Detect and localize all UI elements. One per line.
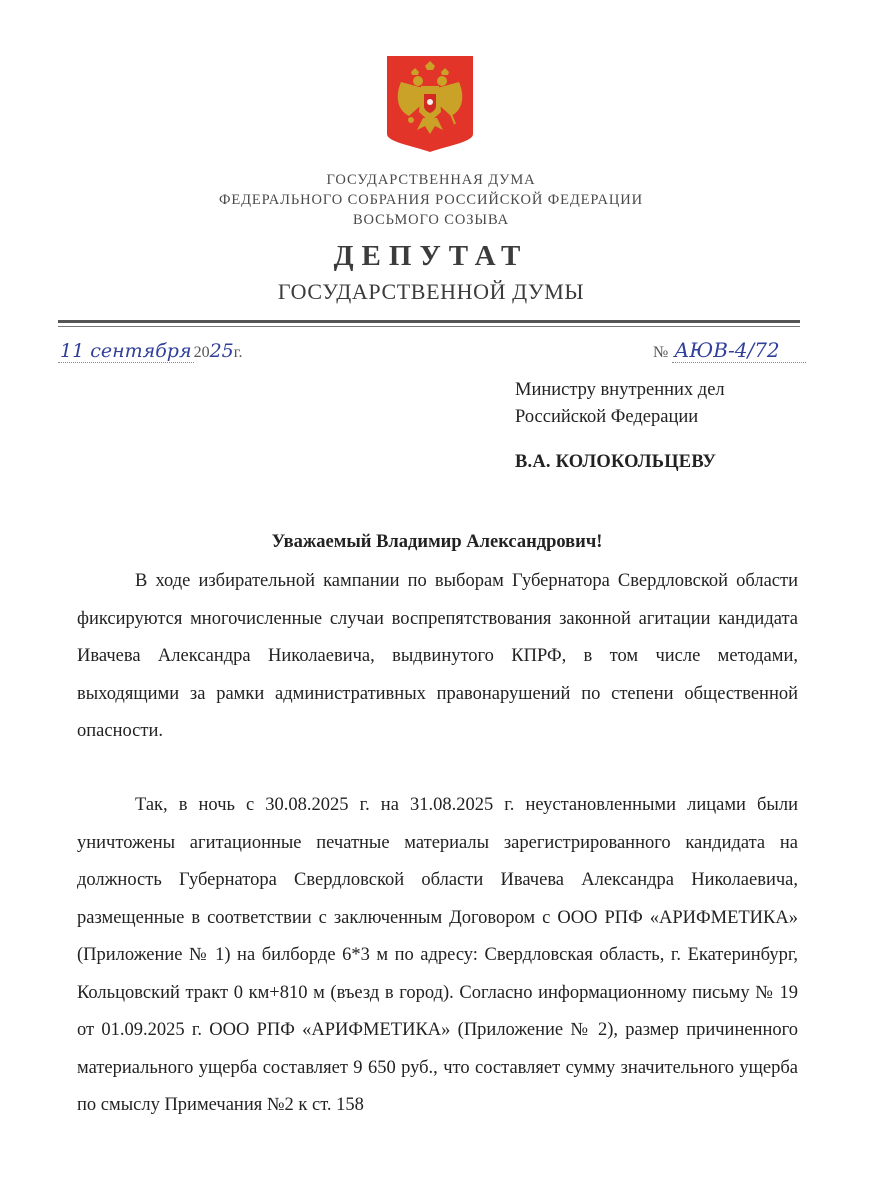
handwritten-year: 25 xyxy=(209,340,234,362)
handwritten-number: АЮВ-4/72 xyxy=(672,338,806,363)
org-line-federal-assembly: ФЕДЕРАЛЬНОГО СОБРАНИЯ РОССИЙСКОЙ ФЕДЕРАЦИИ xyxy=(218,192,644,208)
double-headed-eagle-icon xyxy=(387,56,473,152)
date-suffix: г. xyxy=(233,344,243,361)
deputy-title: ДЕПУТАТ xyxy=(333,240,529,272)
deputy-subtitle: ГОСУДАРСТВЕННОЙ ДУМЫ xyxy=(277,279,585,304)
date-year-prefix: 20 xyxy=(193,344,210,361)
body-paragraph-2: Так, в ночь с 30.08.2025 г. на 31.08.2025 г. неустановленными лицами были уничтожены агитационные печатные материалы зарегистрированного кандидата на должность Губернатора Свердловской области Ивачева Александра Николаевича, размещенные в соответствии с заключенным Договором с ООО РПФ «АРИФМЕТИКА» (Приложение № 1) на билборде 6*3 м по адресу: Свердловская область, г. Екатеринбург, Кольцовский тракт 0 км+810 м (въезд в город). Согласно информационному письму № 19 от 01.09.2025 г. ООО РПФ «АРИФМЕТИКА» (Приложение № 2), размер причиненного материального ущерба составляет 9 650 руб., что составляет сумму значительного ущерба по смыслу Примечания №2 к ст. 158 xyxy=(77,795,798,1115)
header-divider-thin xyxy=(58,326,800,327)
handwritten-date: 11 сентября xyxy=(60,340,192,362)
letter-date xyxy=(58,340,243,362)
addressee-name: В.А. КОЛОКОЛЬЦЕВУ xyxy=(515,452,717,472)
salutation: Уважаемый Владимир Александрович! xyxy=(271,532,603,552)
letter-number xyxy=(653,338,806,363)
header-divider-thick xyxy=(58,320,800,323)
org-line-convocation: ВОСЬМОГО СОЗЫВА xyxy=(352,212,509,228)
number-sign: № xyxy=(653,344,669,361)
org-line-duma: ГОСУДАРСТВЕННАЯ ДУМА xyxy=(326,172,536,188)
coat-of-arms-emblem xyxy=(387,56,473,152)
addressee-position-line-2: Российской Федерации xyxy=(515,407,699,427)
body-paragraph-1: В ходе избирательной кампании по выборам Губернатора Свердловской области фиксируются многочисленные случаи воспрепятствования законной агитации кандидата Ивачева Александра Николаевича, выдвинутого КПРФ, в том числе методами, выходящими за рамки административных правонарушений по степени общественной опасности. xyxy=(77,571,798,741)
addressee-position xyxy=(515,377,725,431)
addressee-position-line-1: Министру внутренних дел xyxy=(515,380,725,400)
